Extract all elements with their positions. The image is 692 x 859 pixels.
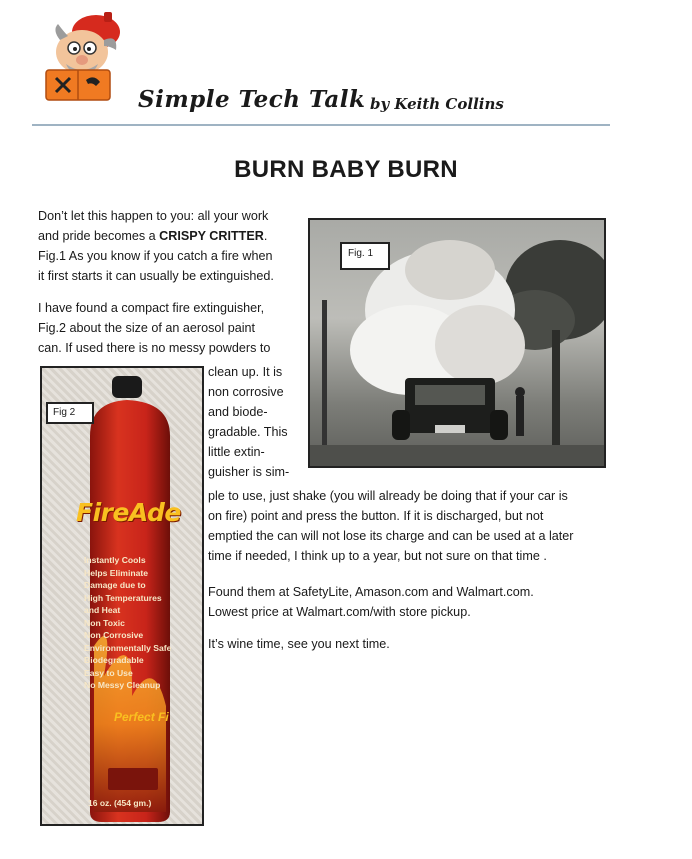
text-line: It’s wine time, see you next time. <box>208 637 390 651</box>
text-line: can. If used there is no messy powders to <box>38 341 271 355</box>
feature-item: Environmentally Safe <box>84 642 172 653</box>
header-divider <box>32 124 610 126</box>
paragraph-wrap <box>208 362 308 482</box>
paragraph-intro <box>38 206 306 286</box>
figure-1-photo <box>308 218 606 468</box>
product-size: 16 oz. (454 gm.) <box>88 798 152 808</box>
text-line: on fire) point and press the button. If it is discharged, but not <box>208 509 544 523</box>
product-feature-list <box>84 554 174 692</box>
feature-item: Easy to Use <box>84 667 133 678</box>
text-line: Fig.2 about the size of an aerosol paint <box>38 321 256 335</box>
text-line: Lowest price at Walmart.com/with store pickup. <box>208 605 471 619</box>
paragraph-extinguisher <box>38 298 306 358</box>
text-run: . <box>263 229 268 243</box>
feature-item: Helps Eliminate Damage due to <box>84 567 148 590</box>
feature-item: No Messy Cleanup <box>84 680 161 690</box>
byline: by Keith Collins <box>370 95 504 113</box>
text-line: gradable. This <box>208 425 288 439</box>
figure-1-label: Fig. 1 <box>340 242 390 270</box>
text-line <box>38 226 306 246</box>
feature-item: High Temperatures and Heat <box>84 592 162 615</box>
text-line: and biode- <box>208 405 268 419</box>
feature-item: Non Corrosive <box>84 630 144 640</box>
text-line: clean up. It is <box>208 365 283 379</box>
column-title-text: Simple Tech Talk <box>138 86 366 113</box>
text-line: I have found a compact fire extinguisher, <box>38 301 265 315</box>
text-line: Fig.1 As you know if you catch a fire when <box>38 249 273 263</box>
feature-item: Biodegradable <box>84 655 144 665</box>
figure-2-photo <box>40 366 204 826</box>
brand-logo: FireAde <box>76 498 181 527</box>
product-tagline: Perfect Fi <box>114 710 169 724</box>
text-line: Found them at SafetyLite, Amason.com and Walmart.com. <box>208 585 534 599</box>
mascot-illustration <box>38 10 130 102</box>
column-title <box>138 86 365 113</box>
feature-item: Instantly Cools <box>84 555 146 565</box>
text-line: emptied the can will not lose its charge and can be used at a later <box>208 529 574 543</box>
paragraph-where-to-buy <box>208 582 628 622</box>
text-line: little extin- <box>208 445 265 459</box>
text-line: non corrosive <box>208 385 284 399</box>
paragraph-signoff <box>208 634 628 654</box>
article-headline: BURN BABY BURN <box>234 156 458 183</box>
text-line: time if needed, I think up to a year, but not sure on that time . <box>208 549 547 563</box>
feature-item: Non Toxic <box>84 617 125 628</box>
text-line: guisher is sim- <box>208 465 290 479</box>
text-line: Don’t let this happen to you: all your work <box>38 209 269 223</box>
emphasis-crispy-critter: CRISPY CRITTER <box>159 229 264 243</box>
figure-2-label: Fig 2 <box>46 402 94 424</box>
text-line: ple to use, just shake (you will already be doing that if your car is <box>208 489 568 503</box>
text-run: and pride becomes a <box>38 229 160 243</box>
text-line: it first starts it can usually be extinguished. <box>38 269 274 283</box>
paragraph-usage <box>208 486 628 566</box>
